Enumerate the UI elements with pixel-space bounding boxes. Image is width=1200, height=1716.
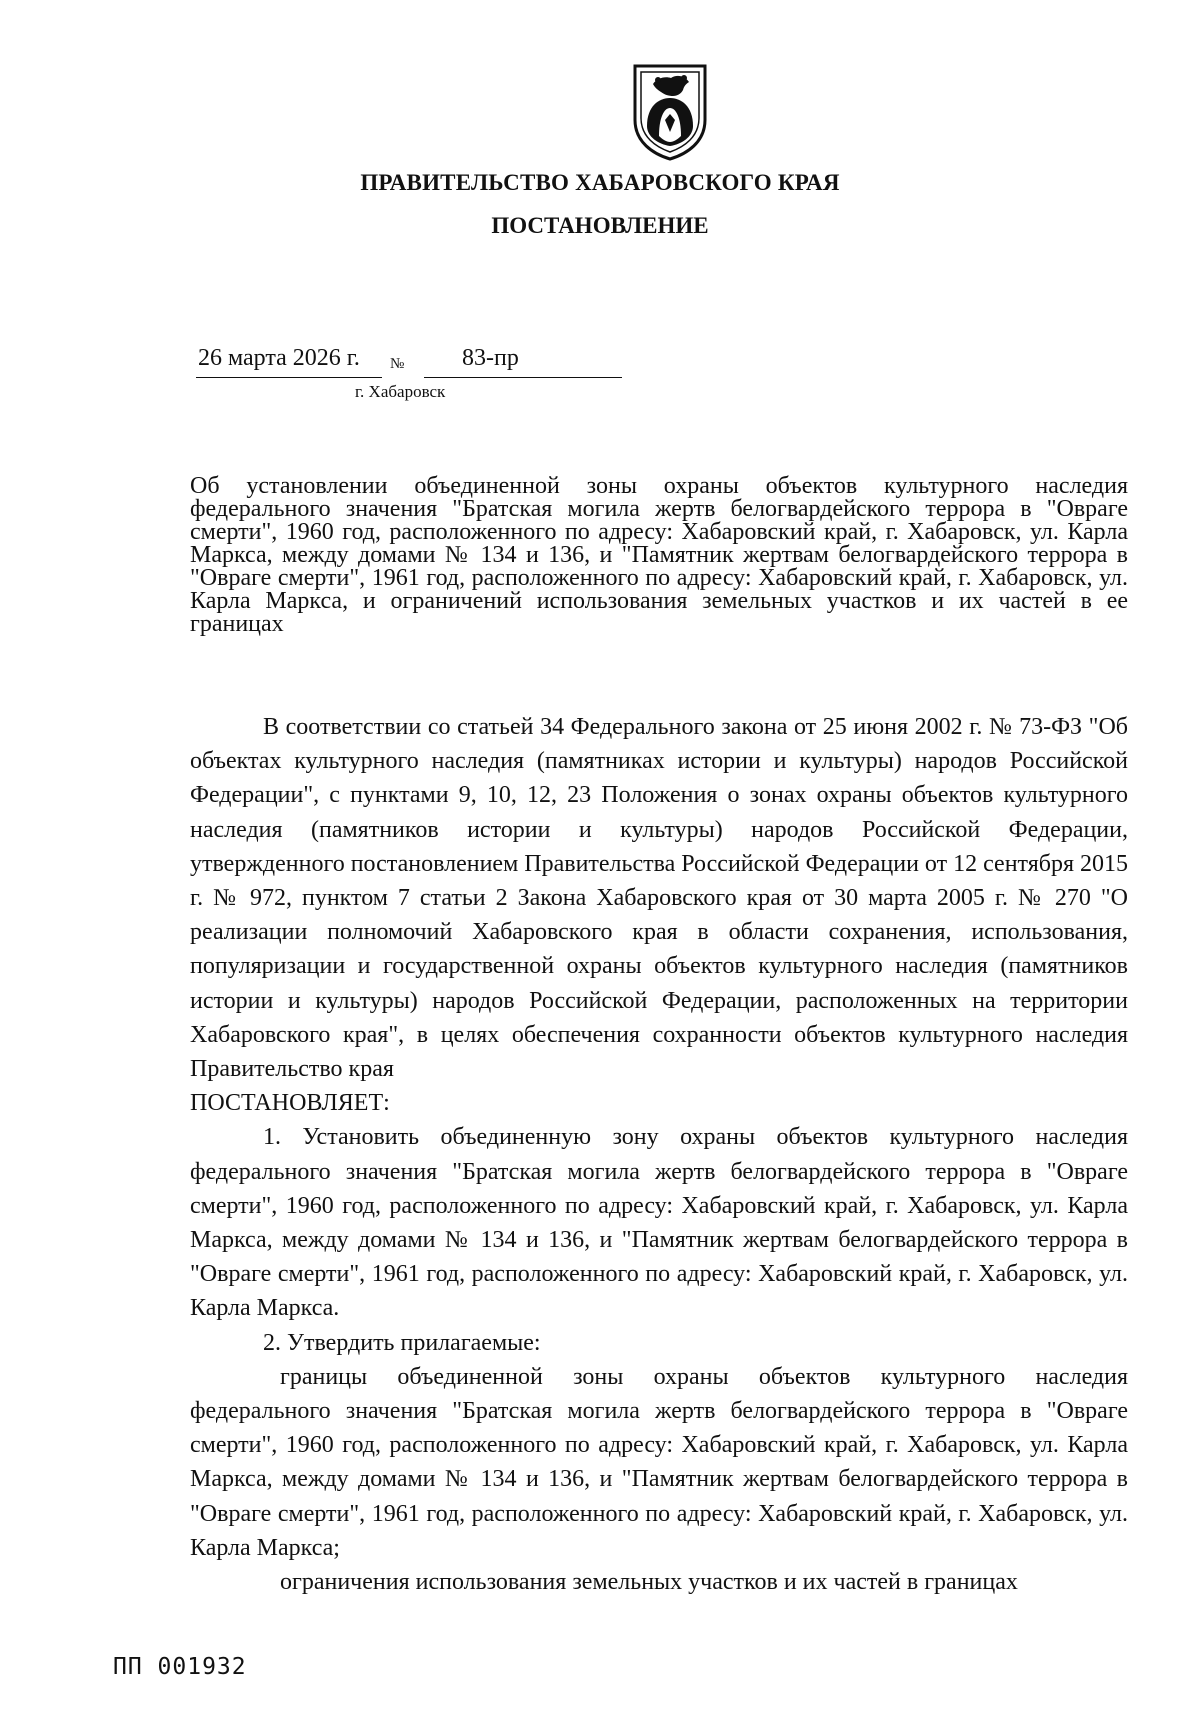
number-label: №	[390, 356, 405, 372]
decree-word: ПОСТАНОВЛЯЕТ:	[190, 1090, 390, 1117]
item-1-paragraph: 1. Установить объединенную зону охраны объектов культурного наследия федерального значения "Братская могила жертв белогвардейского террора в "Овраге смерти", 1960 год, расположенного по адресу: Хабаровский край, г. Хабаровск, ул. Карла Маркса, между домами № 134 и 136, и "Памятник жертвам белогвардейского террора в "Овраге смерти", 1961 год, расположенного по адресу: Хабаровский край, г. Хабаровск, ул. Карла Маркса.	[190, 1124, 1128, 1322]
form-serial-number: ПП 001932	[113, 1654, 247, 1680]
government-name: ПРАВИТЕЛЬСТВО ХАБАРОВСКОГО КРАЯ	[360, 170, 840, 195]
document-number: 83-пр	[462, 345, 519, 371]
document-date: 26 марта 2026 г.	[198, 345, 360, 371]
document-city: г. Хабаровск	[355, 382, 446, 401]
document-body	[190, 710, 1128, 1599]
date-underline	[196, 377, 382, 378]
document-kind: ПОСТАНОВЛЕНИЕ	[491, 213, 709, 238]
item-2-paragraph: 2. Утвердить прилагаемые:	[263, 1329, 541, 1356]
item-2-boundaries-paragraph: границы объединенной зоны охраны объектов культурного наследия федерального значения "Братская могила жертв белогвардейского террора в "Овраге смерти", 1960 год, расположенного по адресу: Хабаровский край, г. Хабаровск, ул. Карла Маркса, между домами № 134 и 136, и "Памятник жертвам белогвардейского террора в "Овраге смерти", 1961 год, расположенного по адресу: Хабаровский край, г. Хабаровск, ул. Карла Маркса;	[190, 1363, 1128, 1561]
item-2-restrictions-paragraph: ограничения использования земельных участков и их частей в границах	[280, 1569, 1018, 1596]
number-underline	[424, 377, 622, 378]
document-subject: Об установлении объединенной зоны охраны объектов культурного наследия федерального значения "Братская могила жертв белогвардейского террора в "Овраге смерти", 1960 год, расположенного по адресу: Хабаровский край, г. Хабаровск, ул. Карла Маркса, между домами № 134 и 136, и "Памятник жертвам белогвардейского террора в "Овраге смерти", 1961 год, расположенного по адресу: Хабаровский край, г. Хабаровск, ул. Карла Маркса, и ограничений использования земельных участков и их частей в ее границах	[190, 473, 1128, 637]
coat-of-arms-icon	[631, 62, 709, 162]
preamble-paragraph: В соответствии со статьей 34 Федерального закона от 25 июня 2002 г. № 73-ФЗ "Об объектах культурного наследия (памятниках истории и культуры) народов Российской Федерации", с пунктами 9, 10, 12, 23 Положения о зонах охраны объектов культурного наследия (памятников истории и культуры) народов Российской Федерации, утвержденного постановлением Правительства Российской Федерации от 12 сентября 2015 г. № 972, пунктом 7 статьи 2 Закона Хабаровского края от 30 марта 2005 г. № 270 "О реализации полномочий Хабаровского края в области сохранения, использования, популяризации и государственной охраны объектов культурного наследия (памятников истории и культуры) народов Российской Федерации, расположенных на территории Хабаровского края", в целях обеспечения сохранности объектов культурного наследия Правительство края	[190, 714, 1128, 1083]
